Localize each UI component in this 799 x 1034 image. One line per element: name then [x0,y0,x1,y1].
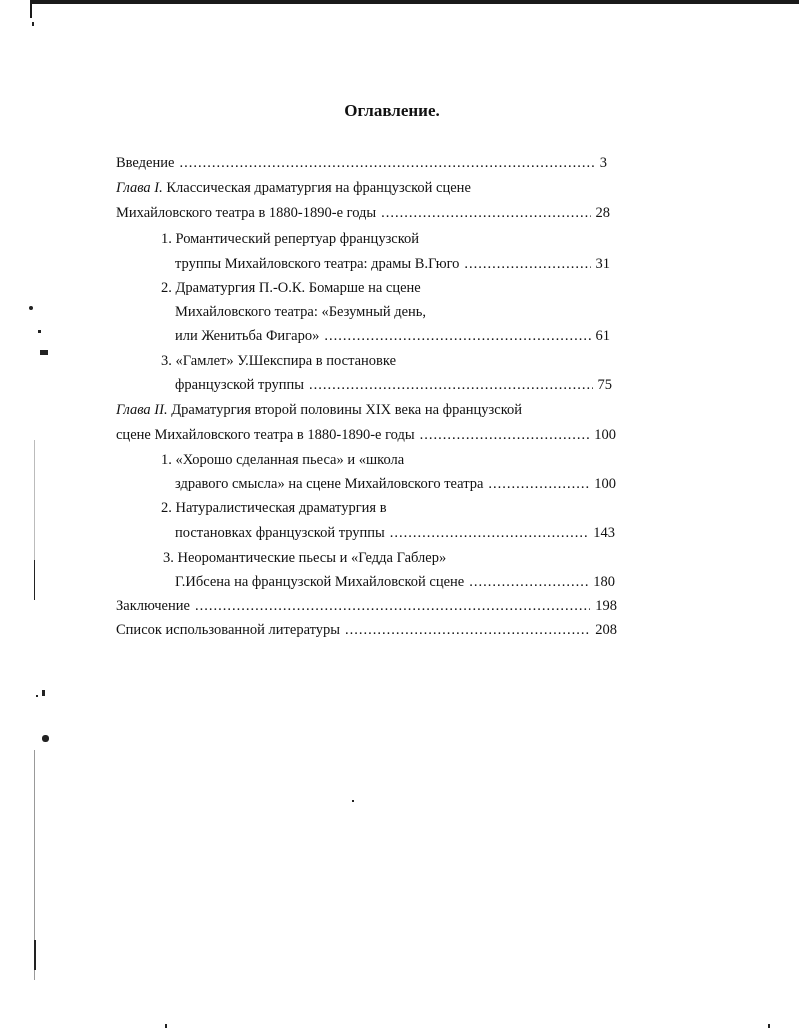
dot-leader [179,153,594,173]
toc-entry-section-1-1 [175,254,610,274]
toc-entry-text: французской труппы [175,377,305,393]
dot-leader [488,474,589,494]
toc-entry-text: Михайловского театра: «Безумный день, [175,304,427,320]
toc-entry-text: 2. Драматургия П.-О.К. Бомарше на сцене [161,280,421,296]
toc-entry-text: 1. Романтический репертуар французской [161,231,420,247]
scan-speck [29,306,33,310]
toc-page-number: 61 [595,328,610,344]
toc-entry-text: сцене Михайловского театра в 1880-1890-е годы [116,427,415,443]
dot-leader [309,375,592,395]
toc-entry-text: Заключение [116,598,190,614]
page-title: Оглавление. [344,101,440,120]
toc-entry-conclusion [116,596,617,616]
toc-entry-section-2-1 [175,474,616,494]
dot-leader [390,523,588,543]
toc-entry-text: 3. «Гамлет» У.Шекспира в постановке [161,353,397,369]
toc-entry-text: труппы Михайловского театра: драмы В.Гюго [175,256,460,272]
scan-speck [42,690,45,696]
dot-leader [345,620,590,640]
toc-entry-chapter-2-heading [116,400,522,420]
chapter-label: Глава II. [116,402,168,418]
toc-entry-section-1-2-heading [161,278,421,298]
top-border-rule [30,0,799,4]
toc-page-number: 180 [593,574,615,590]
toc-entry-text: 2. Натуралистическая драматургия в [161,500,387,516]
toc-entry-bibliography [116,620,617,640]
dot-leader [464,254,590,274]
toc-entry-text: Драматургия второй половины XIX века на французской [167,402,523,418]
toc-entry-text: Г.Ибсена на французской Михайловской сцене [175,574,465,590]
dot-leader [381,203,590,223]
toc-entry-section-2-3-heading [163,548,446,568]
toc-page-number: 208 [595,622,617,638]
toc-entry-text: Классическая драматургия на французской сцене [162,180,471,196]
toc-entry-section-2-2 [175,523,615,543]
toc-entry-section-1-1-heading [161,229,419,249]
scan-speck [352,800,354,802]
toc-entry-text: постановках французской труппы [175,525,385,541]
scan-speck [42,735,49,742]
toc-entry-text: 1. «Хорошо сделанная пьеса» и «школа [161,452,405,468]
toc-entry-chapter-1 [116,203,610,223]
chapter-label: Глава I. [116,180,163,196]
toc-entry-section-2-3 [175,572,615,592]
toc-entry-text: Михайловского театра в 1880-1890-е годы [116,205,377,221]
toc-entry-chapter-2 [116,425,616,445]
toc-page-number: 28 [595,205,610,221]
scan-line [34,560,35,600]
toc-entry-text: или Женитьба Фигаро» [175,328,320,344]
toc-page-number: 100 [594,427,616,443]
scan-speck [165,1024,167,1028]
left-border-tick [30,4,32,18]
dot-leader [469,572,588,592]
toc-entry-introduction [116,153,607,173]
toc-entry-section-1-2 [175,326,610,346]
scan-speck [768,1024,770,1028]
toc-entry-text: здравого смысла» на сцене Михайловского театра [175,476,484,492]
toc-page-number: 3 [599,155,607,171]
dot-leader [324,326,590,346]
dot-leader [420,425,590,445]
toc-entry-section-1-3 [175,375,612,395]
toc-page-number: 31 [595,256,610,272]
toc-entry-chapter-1-heading [116,178,471,198]
scan-speck [38,330,41,333]
scan-speck [32,22,34,26]
toc-page-number: 198 [595,598,617,614]
toc-page-number: 100 [594,476,616,492]
dot-leader [195,596,590,616]
toc-page-number: 143 [593,525,615,541]
scan-line [34,940,36,970]
toc-entry-text: Список использованной литературы [116,622,341,638]
toc-entry-section-1-3-heading [161,351,396,371]
toc-entry-section-1-2-cont [175,302,426,322]
scan-speck [36,695,38,697]
toc-page-number: 75 [597,377,612,393]
toc-entry-section-2-2-heading [161,498,387,518]
toc-entry-section-2-1-heading [161,450,404,470]
toc-entry-text: Введение [116,155,175,171]
toc-entry-text: 3. Неоромантические пьесы и «Гедда Габлер» [163,550,447,566]
scan-speck [40,350,48,355]
scan-line [34,440,35,580]
